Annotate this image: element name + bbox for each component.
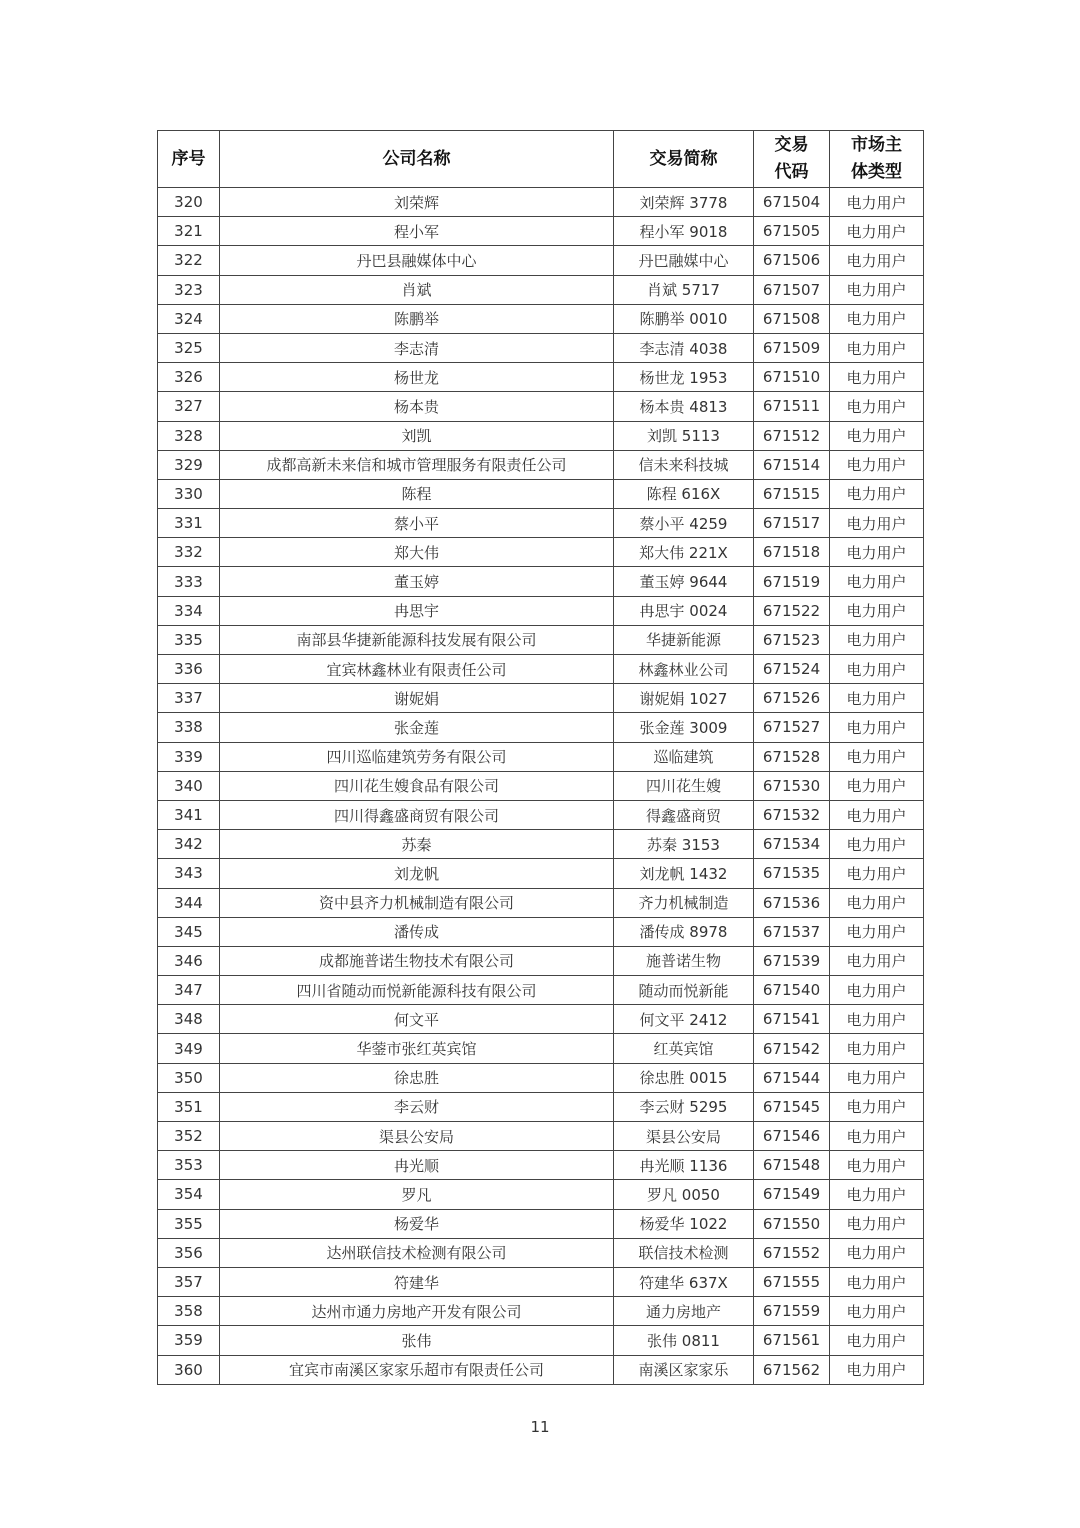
cell-trade-code: 671555 bbox=[754, 1267, 830, 1296]
cell-short-name: 蔡小平 4259 bbox=[614, 509, 754, 538]
cell-seq: 343 bbox=[158, 859, 220, 888]
cell-entity-type: 电力用户 bbox=[830, 392, 924, 421]
table-row bbox=[158, 1355, 924, 1384]
table-row bbox=[158, 1238, 924, 1267]
cell-company-name: 渠县公安局 bbox=[220, 1122, 614, 1151]
cell-entity-type: 电力用户 bbox=[830, 1355, 924, 1384]
cell-trade-code: 671526 bbox=[754, 684, 830, 713]
table-row bbox=[158, 830, 924, 859]
cell-entity-type: 电力用户 bbox=[830, 684, 924, 713]
cell-short-name: 得鑫盛商贸 bbox=[614, 800, 754, 829]
cell-entity-type: 电力用户 bbox=[830, 304, 924, 333]
cell-company-name: 杨本贵 bbox=[220, 392, 614, 421]
cell-short-name: 联信技术检测 bbox=[614, 1238, 754, 1267]
cell-company-name: 符建华 bbox=[220, 1267, 614, 1296]
table-row bbox=[158, 1297, 924, 1326]
cell-trade-code: 671527 bbox=[754, 713, 830, 742]
cell-trade-code: 671544 bbox=[754, 1063, 830, 1092]
cell-company-name: 徐忠胜 bbox=[220, 1063, 614, 1092]
table-row bbox=[158, 479, 924, 508]
header-seq: 序号 bbox=[158, 131, 220, 188]
table-row bbox=[158, 625, 924, 654]
cell-seq: 333 bbox=[158, 567, 220, 596]
cell-company-name: 达州联信技术检测有限公司 bbox=[220, 1238, 614, 1267]
cell-entity-type: 电力用户 bbox=[830, 1034, 924, 1063]
cell-entity-type: 电力用户 bbox=[830, 625, 924, 654]
cell-short-name: 谢妮娟 1027 bbox=[614, 684, 754, 713]
cell-short-name: 华捷新能源 bbox=[614, 625, 754, 654]
cell-short-name: 齐力机械制造 bbox=[614, 888, 754, 917]
cell-company-name: 刘荣辉 bbox=[220, 188, 614, 217]
cell-trade-code: 671512 bbox=[754, 421, 830, 450]
cell-short-name: 刘凯 5113 bbox=[614, 421, 754, 450]
cell-entity-type: 电力用户 bbox=[830, 830, 924, 859]
cell-short-name: 杨世龙 1953 bbox=[614, 363, 754, 392]
table-row bbox=[158, 509, 924, 538]
header-company-name: 公司名称 bbox=[220, 131, 614, 188]
cell-short-name: 肖斌 5717 bbox=[614, 275, 754, 304]
cell-seq: 348 bbox=[158, 1005, 220, 1034]
cell-entity-type: 电力用户 bbox=[830, 1092, 924, 1121]
cell-entity-type: 电力用户 bbox=[830, 188, 924, 217]
cell-company-name: 李云财 bbox=[220, 1092, 614, 1121]
cell-seq: 322 bbox=[158, 246, 220, 275]
cell-trade-code: 671505 bbox=[754, 217, 830, 246]
cell-seq: 360 bbox=[158, 1355, 220, 1384]
cell-seq: 355 bbox=[158, 1209, 220, 1238]
cell-entity-type: 电力用户 bbox=[830, 1180, 924, 1209]
table-row bbox=[158, 538, 924, 567]
cell-trade-code: 671549 bbox=[754, 1180, 830, 1209]
cell-trade-code: 671507 bbox=[754, 275, 830, 304]
cell-seq: 324 bbox=[158, 304, 220, 333]
cell-company-name: 达州市通力房地产开发有限公司 bbox=[220, 1297, 614, 1326]
cell-entity-type: 电力用户 bbox=[830, 859, 924, 888]
cell-seq: 351 bbox=[158, 1092, 220, 1121]
cell-seq: 344 bbox=[158, 888, 220, 917]
cell-entity-type: 电力用户 bbox=[830, 363, 924, 392]
cell-entity-type: 电力用户 bbox=[830, 976, 924, 1005]
cell-seq: 336 bbox=[158, 655, 220, 684]
cell-seq: 335 bbox=[158, 625, 220, 654]
table-row bbox=[158, 188, 924, 217]
cell-short-name: 刘荣辉 3778 bbox=[614, 188, 754, 217]
cell-company-name: 郑大伟 bbox=[220, 538, 614, 567]
cell-seq: 353 bbox=[158, 1151, 220, 1180]
cell-company-name: 董玉婷 bbox=[220, 567, 614, 596]
cell-short-name: 冉光顺 1136 bbox=[614, 1151, 754, 1180]
cell-company-name: 张伟 bbox=[220, 1326, 614, 1355]
cell-entity-type: 电力用户 bbox=[830, 946, 924, 975]
cell-company-name: 南部县华捷新能源科技发展有限公司 bbox=[220, 625, 614, 654]
table-header bbox=[158, 131, 924, 188]
cell-entity-type: 电力用户 bbox=[830, 479, 924, 508]
cell-entity-type: 电力用户 bbox=[830, 1326, 924, 1355]
cell-company-name: 苏秦 bbox=[220, 830, 614, 859]
cell-trade-code: 671514 bbox=[754, 450, 830, 479]
cell-trade-code: 671537 bbox=[754, 917, 830, 946]
cell-entity-type: 电力用户 bbox=[830, 917, 924, 946]
cell-trade-code: 671523 bbox=[754, 625, 830, 654]
table-row bbox=[158, 800, 924, 829]
cell-trade-code: 671509 bbox=[754, 333, 830, 362]
cell-seq: 328 bbox=[158, 421, 220, 450]
cell-trade-code: 671550 bbox=[754, 1209, 830, 1238]
table-row bbox=[158, 684, 924, 713]
cell-company-name: 程小军 bbox=[220, 217, 614, 246]
table-row bbox=[158, 713, 924, 742]
table-row bbox=[158, 976, 924, 1005]
cell-seq: 341 bbox=[158, 800, 220, 829]
table-row bbox=[158, 246, 924, 275]
cell-entity-type: 电力用户 bbox=[830, 567, 924, 596]
cell-seq: 349 bbox=[158, 1034, 220, 1063]
cell-entity-type: 电力用户 bbox=[830, 333, 924, 362]
cell-short-name: 随动而悦新能 bbox=[614, 976, 754, 1005]
cell-seq: 327 bbox=[158, 392, 220, 421]
cell-entity-type: 电力用户 bbox=[830, 596, 924, 625]
table-body bbox=[158, 188, 924, 1385]
table-row bbox=[158, 1326, 924, 1355]
cell-entity-type: 电力用户 bbox=[830, 742, 924, 771]
cell-trade-code: 671561 bbox=[754, 1326, 830, 1355]
cell-seq: 338 bbox=[158, 713, 220, 742]
cell-entity-type: 电力用户 bbox=[830, 1005, 924, 1034]
table-row bbox=[158, 655, 924, 684]
table-row bbox=[158, 304, 924, 333]
cell-entity-type: 电力用户 bbox=[830, 217, 924, 246]
cell-company-name: 宜宾市南溪区家家乐超市有限责任公司 bbox=[220, 1355, 614, 1384]
cell-seq: 325 bbox=[158, 333, 220, 362]
table-row bbox=[158, 859, 924, 888]
table-row bbox=[158, 888, 924, 917]
cell-trade-code: 671541 bbox=[754, 1005, 830, 1034]
cell-short-name: 陈鹏举 0010 bbox=[614, 304, 754, 333]
cell-entity-type: 电力用户 bbox=[830, 1122, 924, 1151]
cell-seq: 321 bbox=[158, 217, 220, 246]
cell-trade-code: 671518 bbox=[754, 538, 830, 567]
cell-trade-code: 671539 bbox=[754, 946, 830, 975]
cell-company-name: 张金莲 bbox=[220, 713, 614, 742]
cell-short-name: 徐忠胜 0015 bbox=[614, 1063, 754, 1092]
cell-entity-type: 电力用户 bbox=[830, 275, 924, 304]
cell-trade-code: 671508 bbox=[754, 304, 830, 333]
cell-company-name: 四川花生嫂食品有限公司 bbox=[220, 771, 614, 800]
table-row bbox=[158, 567, 924, 596]
cell-company-name: 刘龙帆 bbox=[220, 859, 614, 888]
cell-entity-type: 电力用户 bbox=[830, 1151, 924, 1180]
table-row bbox=[158, 1034, 924, 1063]
cell-trade-code: 671552 bbox=[754, 1238, 830, 1267]
table-row bbox=[158, 363, 924, 392]
cell-entity-type: 电力用户 bbox=[830, 1063, 924, 1092]
cell-trade-code: 671524 bbox=[754, 655, 830, 684]
table-row bbox=[158, 275, 924, 304]
cell-company-name: 华蓥市张红英宾馆 bbox=[220, 1034, 614, 1063]
cell-trade-code: 671515 bbox=[754, 479, 830, 508]
cell-entity-type: 电力用户 bbox=[830, 1238, 924, 1267]
cell-short-name: 李云财 5295 bbox=[614, 1092, 754, 1121]
cell-entity-type: 电力用户 bbox=[830, 538, 924, 567]
header-entity-type-line1: 市场主 bbox=[851, 135, 902, 155]
cell-trade-code: 671532 bbox=[754, 800, 830, 829]
cell-company-name: 宜宾林鑫林业有限责任公司 bbox=[220, 655, 614, 684]
header-trade-code-line1: 交易 bbox=[774, 135, 809, 155]
cell-company-name: 四川省随动而悦新能源科技有限公司 bbox=[220, 976, 614, 1005]
cell-company-name: 潘传成 bbox=[220, 917, 614, 946]
table-row bbox=[158, 1151, 924, 1180]
cell-seq: 352 bbox=[158, 1122, 220, 1151]
cell-seq: 358 bbox=[158, 1297, 220, 1326]
cell-trade-code: 671519 bbox=[754, 567, 830, 596]
cell-trade-code: 671536 bbox=[754, 888, 830, 917]
cell-trade-code: 671535 bbox=[754, 859, 830, 888]
cell-company-name: 肖斌 bbox=[220, 275, 614, 304]
header-trade-code bbox=[754, 131, 830, 188]
cell-entity-type: 电力用户 bbox=[830, 888, 924, 917]
table-row bbox=[158, 1092, 924, 1121]
cell-company-name: 罗凡 bbox=[220, 1180, 614, 1209]
cell-short-name: 张金莲 3009 bbox=[614, 713, 754, 742]
cell-entity-type: 电力用户 bbox=[830, 1209, 924, 1238]
cell-company-name: 丹巴县融媒体中心 bbox=[220, 246, 614, 275]
header-row bbox=[158, 131, 924, 188]
cell-seq: 356 bbox=[158, 1238, 220, 1267]
cell-short-name: 陈程 616X bbox=[614, 479, 754, 508]
table-row bbox=[158, 421, 924, 450]
cell-short-name: 施普诺生物 bbox=[614, 946, 754, 975]
cell-company-name: 冉光顺 bbox=[220, 1151, 614, 1180]
cell-trade-code: 671528 bbox=[754, 742, 830, 771]
table-row bbox=[158, 1209, 924, 1238]
cell-company-name: 刘凯 bbox=[220, 421, 614, 450]
table-row bbox=[158, 771, 924, 800]
cell-entity-type: 电力用户 bbox=[830, 246, 924, 275]
cell-short-name: 何文平 2412 bbox=[614, 1005, 754, 1034]
cell-entity-type: 电力用户 bbox=[830, 771, 924, 800]
cell-trade-code: 671534 bbox=[754, 830, 830, 859]
cell-trade-code: 671522 bbox=[754, 596, 830, 625]
cell-short-name: 四川花生嫂 bbox=[614, 771, 754, 800]
table-row bbox=[158, 742, 924, 771]
table-row bbox=[158, 450, 924, 479]
cell-short-name: 杨本贵 4813 bbox=[614, 392, 754, 421]
cell-short-name: 信未来科技城 bbox=[614, 450, 754, 479]
cell-entity-type: 电力用户 bbox=[830, 1297, 924, 1326]
cell-trade-code: 671511 bbox=[754, 392, 830, 421]
table-row bbox=[158, 1267, 924, 1296]
cell-entity-type: 电力用户 bbox=[830, 450, 924, 479]
header-short-name: 交易简称 bbox=[614, 131, 754, 188]
cell-company-name: 成都高新未来信和城市管理服务有限责任公司 bbox=[220, 450, 614, 479]
cell-trade-code: 671504 bbox=[754, 188, 830, 217]
cell-trade-code: 671540 bbox=[754, 976, 830, 1005]
table-row bbox=[158, 917, 924, 946]
cell-trade-code: 671506 bbox=[754, 246, 830, 275]
cell-entity-type: 电力用户 bbox=[830, 713, 924, 742]
cell-seq: 323 bbox=[158, 275, 220, 304]
cell-entity-type: 电力用户 bbox=[830, 655, 924, 684]
table-row bbox=[158, 1063, 924, 1092]
cell-seq: 340 bbox=[158, 771, 220, 800]
cell-short-name: 丹巴融媒中心 bbox=[614, 246, 754, 275]
cell-seq: 345 bbox=[158, 917, 220, 946]
cell-short-name: 李志清 4038 bbox=[614, 333, 754, 362]
cell-company-name: 杨世龙 bbox=[220, 363, 614, 392]
cell-trade-code: 671546 bbox=[754, 1122, 830, 1151]
cell-seq: 354 bbox=[158, 1180, 220, 1209]
cell-seq: 320 bbox=[158, 188, 220, 217]
cell-entity-type: 电力用户 bbox=[830, 800, 924, 829]
table-row bbox=[158, 1122, 924, 1151]
cell-trade-code: 671517 bbox=[754, 509, 830, 538]
table-row bbox=[158, 596, 924, 625]
table-row bbox=[158, 392, 924, 421]
cell-seq: 359 bbox=[158, 1326, 220, 1355]
cell-short-name: 程小军 9018 bbox=[614, 217, 754, 246]
cell-company-name: 杨爱华 bbox=[220, 1209, 614, 1238]
header-entity-type-line2: 体类型 bbox=[851, 162, 902, 182]
cell-short-name: 符建华 637X bbox=[614, 1267, 754, 1296]
cell-seq: 332 bbox=[158, 538, 220, 567]
cell-seq: 357 bbox=[158, 1267, 220, 1296]
cell-short-name: 渠县公安局 bbox=[614, 1122, 754, 1151]
cell-seq: 329 bbox=[158, 450, 220, 479]
cell-company-name: 陈程 bbox=[220, 479, 614, 508]
cell-short-name: 董玉婷 9644 bbox=[614, 567, 754, 596]
cell-seq: 337 bbox=[158, 684, 220, 713]
cell-trade-code: 671562 bbox=[754, 1355, 830, 1384]
header-entity-type bbox=[830, 131, 924, 188]
cell-short-name: 郑大伟 221X bbox=[614, 538, 754, 567]
cell-seq: 326 bbox=[158, 363, 220, 392]
cell-seq: 346 bbox=[158, 946, 220, 975]
cell-trade-code: 671542 bbox=[754, 1034, 830, 1063]
cell-trade-code: 671545 bbox=[754, 1092, 830, 1121]
cell-seq: 330 bbox=[158, 479, 220, 508]
table-row bbox=[158, 333, 924, 362]
user-list-table bbox=[157, 130, 924, 1385]
cell-company-name: 李志清 bbox=[220, 333, 614, 362]
cell-short-name: 刘龙帆 1432 bbox=[614, 859, 754, 888]
cell-seq: 347 bbox=[158, 976, 220, 1005]
header-trade-code-line2: 代码 bbox=[774, 162, 809, 182]
cell-seq: 334 bbox=[158, 596, 220, 625]
cell-trade-code: 671510 bbox=[754, 363, 830, 392]
cell-entity-type: 电力用户 bbox=[830, 509, 924, 538]
cell-short-name: 巡临建筑 bbox=[614, 742, 754, 771]
cell-short-name: 通力房地产 bbox=[614, 1297, 754, 1326]
table-row bbox=[158, 946, 924, 975]
table-row bbox=[158, 217, 924, 246]
cell-company-name: 陈鹏举 bbox=[220, 304, 614, 333]
cell-company-name: 谢妮娟 bbox=[220, 684, 614, 713]
cell-trade-code: 671559 bbox=[754, 1297, 830, 1326]
cell-company-name: 冉思宇 bbox=[220, 596, 614, 625]
cell-short-name: 杨爱华 1022 bbox=[614, 1209, 754, 1238]
cell-seq: 331 bbox=[158, 509, 220, 538]
cell-short-name: 林鑫林业公司 bbox=[614, 655, 754, 684]
cell-short-name: 南溪区家家乐 bbox=[614, 1355, 754, 1384]
cell-trade-code: 671548 bbox=[754, 1151, 830, 1180]
page-number: 11 bbox=[530, 1418, 550, 1436]
cell-short-name: 张伟 0811 bbox=[614, 1326, 754, 1355]
cell-company-name: 四川巡临建筑劳务有限公司 bbox=[220, 742, 614, 771]
cell-company-name: 资中县齐力机械制造有限公司 bbox=[220, 888, 614, 917]
cell-entity-type: 电力用户 bbox=[830, 421, 924, 450]
cell-company-name: 何文平 bbox=[220, 1005, 614, 1034]
cell-seq: 339 bbox=[158, 742, 220, 771]
cell-seq: 342 bbox=[158, 830, 220, 859]
cell-short-name: 罗凡 0050 bbox=[614, 1180, 754, 1209]
cell-short-name: 红英宾馆 bbox=[614, 1034, 754, 1063]
cell-company-name: 成都施普诺生物技术有限公司 bbox=[220, 946, 614, 975]
cell-short-name: 苏秦 3153 bbox=[614, 830, 754, 859]
cell-short-name: 潘传成 8978 bbox=[614, 917, 754, 946]
cell-company-name: 四川得鑫盛商贸有限公司 bbox=[220, 800, 614, 829]
cell-company-name: 蔡小平 bbox=[220, 509, 614, 538]
table-row bbox=[158, 1005, 924, 1034]
cell-seq: 350 bbox=[158, 1063, 220, 1092]
table-row bbox=[158, 1180, 924, 1209]
cell-short-name: 冉思宇 0024 bbox=[614, 596, 754, 625]
cell-trade-code: 671530 bbox=[754, 771, 830, 800]
cell-entity-type: 电力用户 bbox=[830, 1267, 924, 1296]
